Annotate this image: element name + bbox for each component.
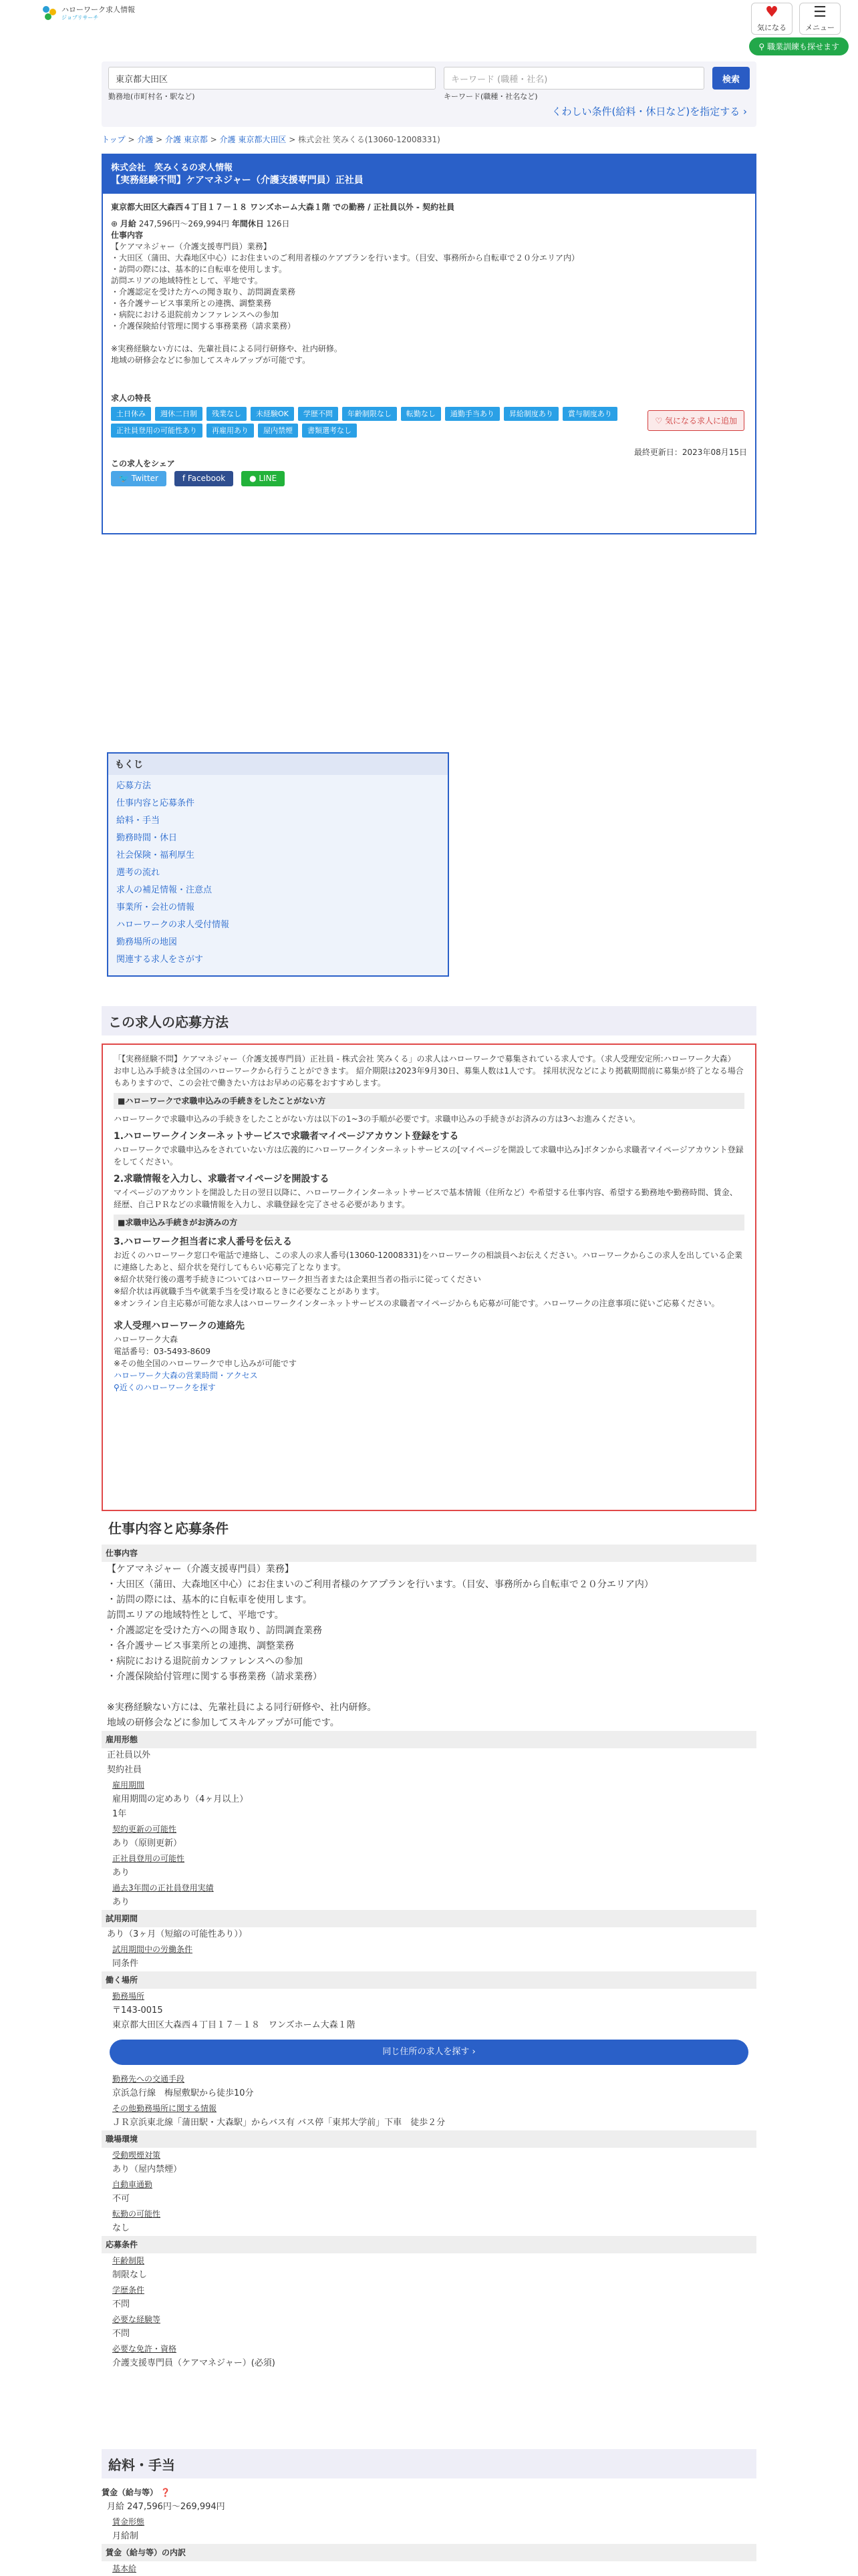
toc-item[interactable]: 選考の流れ xyxy=(116,868,160,878)
move-value: なし xyxy=(112,2223,130,2233)
apply-step1: 1.ハローワークインターネットサービスで求職者マイページアカウント登録をする xyxy=(114,1131,459,1142)
breadcrumb-tokyo[interactable]: 介護 東京都 xyxy=(165,135,208,144)
breadcrumb-ota[interactable]: 介護 東京都大田区 xyxy=(219,135,287,144)
place-sub-label: 勤務場所 xyxy=(112,1991,145,2001)
feature-tag[interactable]: 再雇用あり xyxy=(206,424,254,438)
breadcrumb: トップ > 介護 > 介護 東京都 > 介護 東京都大田区 > 株式会社 笑みくる(13060-12008331) xyxy=(102,135,440,144)
desc-line: ・大田区（蒲田、大森地区中心）にお住まいのご利用者様のケアプランを行います。（目安、事務所から自転車で２０分エリア内） xyxy=(107,1579,654,1590)
holiday-label: 年間休日 xyxy=(231,219,264,228)
desc-line: 【ケアマネジャー（介護支援専門員）業務】 xyxy=(107,1564,294,1575)
detail-search-link[interactable] xyxy=(552,104,748,118)
move-label: 転勤の可能性 xyxy=(112,2209,161,2219)
toc-item[interactable]: 社会保険・福利厚生 xyxy=(116,850,195,860)
promo-value: あり xyxy=(112,1868,130,1878)
salary-form-label: 賃金形態 xyxy=(112,2517,145,2527)
contact-note: ※その他全国のハローワークで申し込みが可能です xyxy=(114,1359,297,1368)
apply-intro: 「【実務経験不問】ケアマネジャー（介護支援専門員）正社員 - 株式会社 笑みくる」の求人はハローワークで募集されている求人です。（求人受理安定所:ハローワーク大森） xyxy=(114,1054,736,1064)
feature-tag[interactable]: 年齢制限なし xyxy=(342,407,397,421)
search-button[interactable]: 検索 xyxy=(712,67,750,90)
desc-blank xyxy=(111,332,747,343)
desc-line: ※実務経験ない方には、先輩社員による同行研修や、社内研修。 xyxy=(111,344,342,353)
share-label: この求人をシェア xyxy=(111,459,175,468)
apply-step2-text: マイページのアカウントを開設した日の翌日以降に、ハローワークインターネットサービスで基本情報（住所など）や希望する仕事内容、希望する勤務地や勤務時間、賃金、経歴、自己ＰＲなどの求職情報を入力し、求職登録を完了させる必要があります。 xyxy=(114,1188,738,1209)
nearby-office-link[interactable] xyxy=(114,1383,216,1392)
salary-sec-label-text: 賃金（給与等） xyxy=(102,2488,158,2497)
toc-item[interactable]: 仕事内容と応募条件 xyxy=(116,798,195,808)
add-favorite-label: 気になる求人に追加 xyxy=(664,416,737,426)
apply-note: ※紹介状発行後の選考手続きについてはハローワーク担当者または企業担当者の指示に従ってください xyxy=(114,1275,481,1284)
exp-label: 必要な経験等 xyxy=(112,2315,161,2324)
job-location: 東京都大田区大森西４丁目１７－１８ ワンズホーム大森１階 での勤務 / 正社員以外 - 契約社員 xyxy=(111,202,455,212)
keyword-label: キーワード(職種・社名など) xyxy=(444,92,538,101)
edu-value: 不問 xyxy=(112,2299,130,2309)
license-label: 必要な免許・資格 xyxy=(112,2344,177,2354)
chevron-right-icon: › xyxy=(472,2047,476,2057)
apply-step2: 2.求職情報を入力し、求職者マイページを開設する xyxy=(114,1174,329,1184)
desc-line: ※実務経験ない方には、先輩社員による同行研修や、社内研修。 xyxy=(107,1702,377,1713)
features-label: 求人の特長 xyxy=(111,393,152,403)
table-of-contents xyxy=(107,752,449,977)
car-label: 自動車通勤 xyxy=(112,2180,153,2189)
logo-icon xyxy=(43,6,57,21)
yen-icon: ⊕ xyxy=(111,219,118,228)
trial-value: あり（3ヶ月（短縮の可能性あり）） xyxy=(107,1929,247,1939)
heart-icon: ♥ xyxy=(765,4,778,21)
same-address-button[interactable] xyxy=(110,2040,748,2065)
desc-line: ・介護保険給付管理に関する事務業務（請求業務） xyxy=(107,1671,322,1682)
cond-desc xyxy=(102,1562,756,1731)
heart-outline-icon: ♡ xyxy=(655,416,665,426)
desc-line: ・介護認定を受けた方への聞き取り、訪問調査業務 xyxy=(107,1625,322,1636)
favorites-button[interactable] xyxy=(751,3,793,35)
edu-label: 学歴条件 xyxy=(112,2285,145,2295)
apply-step3: 3.ハローワーク担当者に求人番号を伝える xyxy=(114,1237,293,1247)
help-icon[interactable]: ❓ xyxy=(160,2488,171,2497)
apply-sub2: ■求職申込み手続きがお済みの方 xyxy=(114,1215,744,1231)
search-icon: ⚲ xyxy=(758,42,767,51)
desc-line: ・病院における退院前カンファレンスへの参加 xyxy=(111,310,279,319)
apply-step1-text: ハローワークで求職申込みをされていない方は広義的にハローワークインターネットサービスの[マイページを開設して求職申込み]ボタンから求職者マイページアカウント登録をしてください。 xyxy=(114,1145,744,1166)
chat-icon: ● xyxy=(249,474,259,483)
training-link[interactable] xyxy=(749,37,849,55)
job-card-header xyxy=(103,155,755,194)
contact-heading: 求人受理ハローワークの連絡先 xyxy=(114,1321,245,1331)
salary-value: 247,596円〜269,994円 xyxy=(138,219,229,228)
toc-item[interactable]: 事業所・会社の情報 xyxy=(116,903,195,913)
line-label: LINE xyxy=(259,474,277,483)
desc-line: ・訪問の際には、基本的に自転車を使用します。 xyxy=(111,265,287,274)
past-label: 過去3年間の正社員登用実績 xyxy=(112,1883,214,1893)
search-icon: ⚲ xyxy=(114,1383,120,1392)
cond-desc-label: 仕事内容 xyxy=(102,1545,756,1562)
contact-tel: 電話番号：03-5493-8609 xyxy=(114,1347,211,1356)
company-name: 株式会社 笑みくるの求人情報 xyxy=(111,163,233,173)
apply-sub1: ■ハローワークで求職申込みの手続きをしたことがない方 xyxy=(114,1093,744,1109)
desc-line: 【ケアマネジャー（介護支援専門員）業務】 xyxy=(111,242,271,251)
car-value: 不可 xyxy=(112,2194,130,2204)
site-logo[interactable] xyxy=(43,5,135,21)
logo-subtitle: ジョブリサーチ xyxy=(61,15,99,21)
period-label: 雇用期間 xyxy=(112,1780,145,1790)
apply-box xyxy=(102,1043,756,1511)
access-value: 京浜急行線 梅屋敷駅から徒歩10分 xyxy=(112,2088,254,2098)
feature-tag[interactable]: 通勤手当あり xyxy=(445,407,500,421)
address: 東京都大田区大森西４丁目１７－１８ ワンズホーム大森１階 xyxy=(112,2020,355,2030)
apply-note: ※紹介状は再就職手当や就業手当を受け取るときに必要なことがあります。 xyxy=(114,1287,385,1296)
menu-button[interactable] xyxy=(799,3,841,35)
place-label: 働く場所 xyxy=(102,1971,756,1989)
toc-item[interactable]: 関連する求人をさがす xyxy=(116,955,204,965)
toc-item[interactable]: 勤務時間・休日 xyxy=(116,833,178,843)
period-value: 雇用期間の定めあり（4ヶ月以上） xyxy=(112,1794,249,1804)
period-value2: 1年 xyxy=(112,1809,127,1819)
toc-title: もくじ xyxy=(108,754,448,775)
emp2: 契約社員 xyxy=(107,1765,142,1775)
emp-label: 雇用形態 xyxy=(102,1731,756,1748)
apply-note: ※オンライン自主応募が可能な求人はハローワークインターネットサービスの求職者マイページからも応募が可能です。ハローワークの注意事項に従いご応募ください。 xyxy=(114,1299,720,1308)
salary-form-value: 月給制 xyxy=(112,2531,139,2541)
desc-line: 地域の研修会などに参加してスキルアップが可能です。 xyxy=(107,1718,339,1728)
desc-line: 訪問エリアの地域特性として、平地です。 xyxy=(107,1610,284,1621)
feature-tag[interactable]: 正社員登用の可能性あり xyxy=(111,424,202,438)
desc-line: ・訪問の際には、基本的に自転車を使用します。 xyxy=(107,1595,312,1605)
salary-label: 月給 xyxy=(120,219,136,228)
desc-line: 訪問エリアの地域特性として、平地です。 xyxy=(111,276,263,285)
age-label: 年齢制限 xyxy=(112,2256,145,2265)
license-value: 介護支援専門員（ケアマネジャー）(必須) xyxy=(112,2358,275,2368)
zip-code: 〒143-0015 xyxy=(112,2005,163,2016)
base-salary-label: 基本給 xyxy=(112,2564,137,2573)
past-value: あり xyxy=(112,1897,130,1907)
job-desc xyxy=(111,241,747,366)
salary-section xyxy=(102,2485,756,2576)
breadcrumb-current: 株式会社 笑みくる(13060-12008331) xyxy=(298,135,440,144)
training-label: 職業訓練も探せます xyxy=(766,42,839,51)
twitter-icon: 🐦 xyxy=(119,474,132,483)
toc-item[interactable]: 求人の補足情報・注意点 xyxy=(116,885,212,895)
line-share-button[interactable] xyxy=(241,471,285,486)
breadcrumb-top[interactable]: トップ xyxy=(102,135,126,144)
smoke-label: 受動喫煙対策 xyxy=(112,2150,161,2160)
job-title: 【実務経験不問】ケアマネジャー（介護支援専門員）正社員 xyxy=(111,175,364,186)
conditions-section xyxy=(102,1545,756,2371)
promo-label: 正社員登用の可能性 xyxy=(112,1854,185,1863)
holiday-value: 126日 xyxy=(266,219,290,228)
toc-item[interactable]: 勤務場所の地図 xyxy=(116,937,178,947)
smoke-value: あり（屋内禁煙） xyxy=(112,2164,182,2175)
apply-sub1-text: ハローワークで求職申込みの手続きをしたことがない方は以下の1~3の手順が必要です。求職申込みの手続きがお済みの方は3へお進みください。 xyxy=(114,1114,641,1124)
salary-heading: 給料・手当 xyxy=(102,2449,756,2478)
feature-tag[interactable]: 週休二日制 xyxy=(155,407,202,421)
apply-step3-text: お近くのハローワーク窓口や電話で連絡し、この求人の求人番号(13060-12008331)をハローワークの相談員へお伝えください。ハローワークからこの求人を出している企業に連絡したあと、紹介状を発行してもらい応募完了となります。 xyxy=(114,1251,742,1272)
conditions-heading: 仕事内容と応募条件 xyxy=(102,1512,756,1542)
twitter-label: Twitter xyxy=(131,474,158,483)
feature-tag[interactable]: 学歴不問 xyxy=(298,407,338,421)
feature-tag[interactable]: 未経験OK xyxy=(251,407,294,421)
facebook-share-button[interactable] xyxy=(174,471,233,486)
toc-item[interactable]: 給料・手当 xyxy=(116,816,160,826)
facebook-icon: f xyxy=(182,474,188,483)
twitter-share-button[interactable] xyxy=(111,471,166,486)
office-access-link[interactable]: ハローワーク大森の営業時間・アクセス xyxy=(114,1371,258,1380)
desc-line: ・各介護サービス事業所との連携、調整業務 xyxy=(111,299,272,308)
feature-tag[interactable]: 屋内禁煙 xyxy=(258,424,298,438)
updated-date: 最終更新日：2023年08月15日 xyxy=(633,448,747,457)
renew-value: あり（原則更新） xyxy=(112,1838,182,1848)
hamburger-icon: ☰ xyxy=(813,4,827,21)
chevron-right-icon: › xyxy=(743,106,747,118)
site-header xyxy=(0,0,858,61)
trial-sub-label: 試用期間中の労働条件 xyxy=(112,1945,193,1954)
add-favorite-button[interactable] xyxy=(648,410,744,431)
age-value: 制限なし xyxy=(112,2270,148,2280)
feature-tag[interactable]: 土日休み xyxy=(111,407,151,421)
apply-intro2: お申し込み手続きは全国のハローワークから行うことができます。 紹介期限は2023年9月30日、募集人数は1人です。 採用状況などにより掲載期間前に募集が終了となる場合もありますので、この会社で働きたい方はお早めの応募をおすすめします。 xyxy=(114,1066,744,1088)
salary-sec-value: 月給 247,596円〜269,994円 xyxy=(107,2502,225,2512)
feature-tag[interactable]: 残業なし xyxy=(206,407,247,421)
nearby-office-label: 近くのハローワークを探す xyxy=(119,1383,216,1392)
req-label: 応募条件 xyxy=(102,2236,756,2253)
apply-heading: この求人の応募方法 xyxy=(102,1006,756,1035)
env-label: 職場環境 xyxy=(102,2130,756,2148)
feature-tag[interactable]: 昇給制度あり xyxy=(504,407,559,421)
feature-tag[interactable]: 賞与制度あり xyxy=(563,407,617,421)
feature-tag[interactable]: 書類選考なし xyxy=(302,424,357,438)
desc-line: ・大田区（蒲田、大森地区中心）にお住まいのご利用者様のケアプランを行います。（目安、事務所から自転車で２０分エリア内） xyxy=(111,253,580,263)
salary-detail-label: 賃金（給与等）の内訳 xyxy=(102,2544,756,2561)
desc-line: 地域の研修会などに参加してスキルアップが可能です。 xyxy=(111,355,311,365)
location-label: 勤務地(市町村名・駅など) xyxy=(108,92,195,101)
emp1: 正社員以外 xyxy=(107,1750,151,1760)
desc-blank xyxy=(107,1685,756,1700)
renew-label: 契約更新の可能性 xyxy=(112,1824,177,1834)
trial-label: 試用期間 xyxy=(102,1910,756,1927)
access-label: 勤務先への交通手段 xyxy=(112,2074,185,2084)
detail-search-label: くわしい条件(給料・休日など)を指定する xyxy=(551,106,740,118)
other-label: その他勤務場所に関する情報 xyxy=(112,2104,217,2113)
other-value: ＪＲ京浜東北線「蒲田駅・大森駅」からバス有 バス停「東邦大学前」下車 徒歩２分 xyxy=(112,2118,446,2128)
desc-line: ・各介護サービス事業所との連携、調整業務 xyxy=(107,1641,294,1651)
facebook-label: Facebook xyxy=(187,474,226,483)
desc-line: ・介護認定を受けた方への聞き取り、訪問調査業務 xyxy=(111,287,296,297)
same-address-label: 同じ住所の求人を探す xyxy=(382,2047,470,2057)
toc-item[interactable]: ハローワークの求人受付情報 xyxy=(116,920,230,930)
breadcrumb-care[interactable]: 介護 xyxy=(137,135,154,144)
salary-sec-label xyxy=(102,2485,756,2500)
menu-label: メニュー xyxy=(805,23,835,32)
feature-tags xyxy=(111,407,699,438)
desc-line: ・病院における退院前カンファレンスへの参加 xyxy=(107,1656,303,1667)
location-input[interactable]: 東京都大田区 xyxy=(108,67,436,90)
job-card xyxy=(102,154,756,534)
favorites-label: 気になる xyxy=(757,23,786,32)
keyword-input[interactable]: キーワード (職種・社名) xyxy=(444,67,704,90)
search-panel xyxy=(102,61,756,127)
logo-title: ハローワーク求人情報 xyxy=(61,5,135,14)
exp-value: 不問 xyxy=(112,2329,130,2339)
job-desc-label: 仕事内容 xyxy=(111,230,144,240)
contact-name: ハローワーク大森 xyxy=(114,1335,178,1344)
toc-item[interactable]: 応募方法 xyxy=(116,781,152,791)
desc-line: ・介護保険給付管理に関する事務業務（請求業務） xyxy=(111,321,296,331)
trial-sub-value: 同条件 xyxy=(112,1959,139,1969)
feature-tag[interactable]: 転勤なし xyxy=(401,407,441,421)
